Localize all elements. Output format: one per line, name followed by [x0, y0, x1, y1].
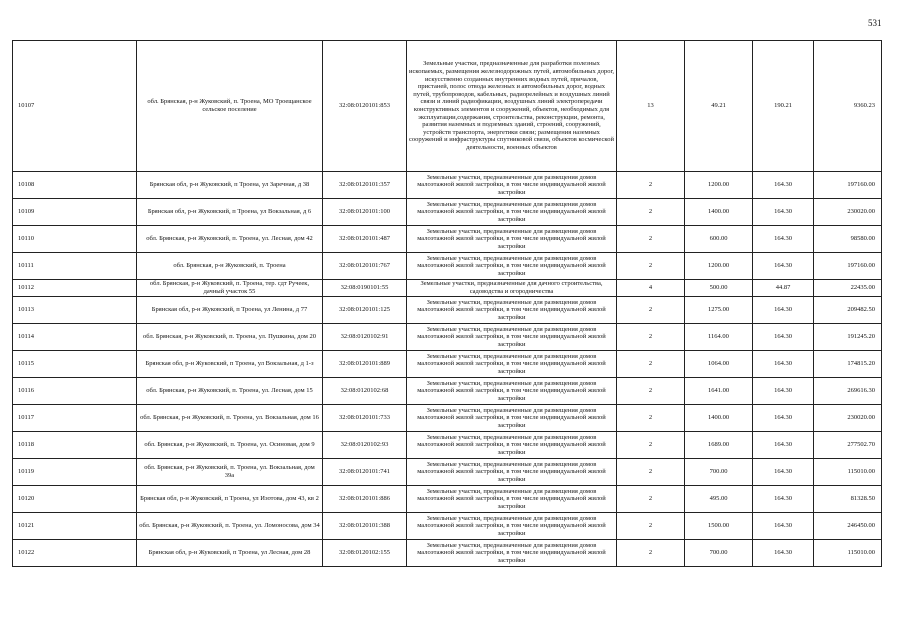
row-area: 1200.00	[685, 172, 753, 199]
row-area: 1400.00	[685, 199, 753, 226]
row-id: 10118	[13, 432, 137, 459]
row-specific-value: 44.87	[753, 280, 814, 297]
row-cadastral-value: 81328.50	[814, 486, 882, 513]
row-cadastral-number: 32:08:0120101:125	[323, 297, 407, 324]
row-group: 2	[617, 253, 685, 280]
row-id: 10108	[13, 172, 137, 199]
row-cadastral-number: 32:08:0120101:741	[323, 459, 407, 486]
row-specific-value: 164.30	[753, 513, 814, 540]
row-address: Брянская обл, р-н Жуковский, п Троена, ул Лесная, дом 28	[137, 540, 323, 567]
row-specific-value: 164.30	[753, 172, 814, 199]
row-area: 700.00	[685, 459, 753, 486]
row-land-purpose: Земельные участки, предназначенные для размещения домов малоэтажной жилой застройки, в том числе индивидуальной жилой застройки	[407, 459, 617, 486]
row-cadastral-number: 32:08:0120101:733	[323, 405, 407, 432]
row-cadastral-number: 32:08:0120101:100	[323, 199, 407, 226]
row-cadastral-value: 277502.70	[814, 432, 882, 459]
row-cadastral-number: 32:08:0120102:91	[323, 324, 407, 351]
row-cadastral-value: 230020.00	[814, 199, 882, 226]
row-address: обл. Брянская, р-н Жуковский, п. Троена	[137, 253, 323, 280]
row-cadastral-value: 269616.30	[814, 378, 882, 405]
row-id: 10119	[13, 459, 137, 486]
row-address: обл. Брянская, р-н Жуковский, п. Троена, ул. Ломоносова, дом 34	[137, 513, 323, 540]
row-specific-value: 164.30	[753, 432, 814, 459]
row-id: 10110	[13, 226, 137, 253]
row-cadastral-value: 115010.00	[814, 540, 882, 567]
row-land-purpose: Земельные участки, предназначенные для размещения домов малоэтажной жилой застройки, в том числе индивидуальной жилой застройки	[407, 351, 617, 378]
row-specific-value: 164.30	[753, 199, 814, 226]
row-id: 10115	[13, 351, 137, 378]
table-row	[13, 432, 882, 459]
row-id: 10122	[13, 540, 137, 567]
row-land-purpose: Земельные участки, предназначенные для дачного строительства, садоводства и огородничества	[407, 280, 617, 297]
row-cadastral-value: 174815.20	[814, 351, 882, 378]
row-cadastral-number: 32:08:0120102:93	[323, 432, 407, 459]
row-group: 2	[617, 226, 685, 253]
row-land-purpose: Земельные участки, предназначенные для размещения домов малоэтажной жилой застройки, в том числе индивидуальной жилой застройки	[407, 253, 617, 280]
table-row	[13, 378, 882, 405]
row-address: обл. Брянская, р-н Жуковский, п. Троена, ул. Вокзальная, дом 39а	[137, 459, 323, 486]
row-address: обл. Брянская, р-н Жуковский, п. Троена, ул. Лесная, дом 15	[137, 378, 323, 405]
row-area: 49.21	[685, 41, 753, 172]
row-cadastral-number: 32:08:0120102:68	[323, 378, 407, 405]
row-address: обл. Брянская, р-н Жуковский, п. Троена, ул. Осиновая, дом 9	[137, 432, 323, 459]
row-area: 600.00	[685, 226, 753, 253]
row-area: 700.00	[685, 540, 753, 567]
row-cadastral-number: 32:08:0120101:889	[323, 351, 407, 378]
row-specific-value: 164.30	[753, 351, 814, 378]
row-area: 1275.00	[685, 297, 753, 324]
table-row	[13, 459, 882, 486]
row-specific-value: 164.30	[753, 226, 814, 253]
table-row	[13, 297, 882, 324]
row-area: 500.00	[685, 280, 753, 297]
row-cadastral-value: 22435.00	[814, 280, 882, 297]
cadastral-value-table	[12, 40, 882, 567]
row-address: обл. Брянская, р-н Жуковский, п. Троена, ул. Пушкина, дом 20	[137, 324, 323, 351]
row-specific-value: 164.30	[753, 378, 814, 405]
row-cadastral-value: 246450.00	[814, 513, 882, 540]
row-address: Брянская обл, р-н Жуковский, п Троена, ул Вокзальная, д 1-з	[137, 351, 323, 378]
row-cadastral-value: 191245.20	[814, 324, 882, 351]
page-number: 531	[868, 18, 882, 28]
row-land-purpose: Земельные участки, предназначенные для размещения домов малоэтажной жилой застройки, в том числе индивидуальной жилой застройки	[407, 172, 617, 199]
row-group: 2	[617, 540, 685, 567]
table-row	[13, 280, 882, 297]
row-id: 10111	[13, 253, 137, 280]
table-row	[13, 199, 882, 226]
row-group: 2	[617, 405, 685, 432]
row-specific-value: 164.30	[753, 540, 814, 567]
table-row	[13, 486, 882, 513]
row-land-purpose: Земельные участки, предназначенные для размещения домов малоэтажной жилой застройки, в том числе индивидуальной жилой застройки	[407, 324, 617, 351]
row-area: 1064.00	[685, 351, 753, 378]
row-address: обл. Брянская, р-н Жуковский, п. Троена, тер. сдт Ручеек, дачный участок 55	[137, 280, 323, 297]
row-id: 10116	[13, 378, 137, 405]
row-group: 13	[617, 41, 685, 172]
row-id: 10121	[13, 513, 137, 540]
row-specific-value: 164.30	[753, 253, 814, 280]
table-row	[13, 405, 882, 432]
row-specific-value: 164.30	[753, 486, 814, 513]
row-cadastral-value: 98580.00	[814, 226, 882, 253]
row-area: 1689.00	[685, 432, 753, 459]
table-row	[13, 513, 882, 540]
row-area: 1500.00	[685, 513, 753, 540]
table-row	[13, 351, 882, 378]
row-specific-value: 190.21	[753, 41, 814, 172]
row-specific-value: 164.30	[753, 459, 814, 486]
row-group: 4	[617, 280, 685, 297]
row-group: 2	[617, 172, 685, 199]
table-row	[13, 226, 882, 253]
row-cadastral-number: 32:08:0120101:357	[323, 172, 407, 199]
row-land-purpose: Земельные участки, предназначенные для размещения домов малоэтажной жилой застройки, в том числе индивидуальной жилой застройки	[407, 297, 617, 324]
row-cadastral-value: 197160.00	[814, 253, 882, 280]
row-area: 495.00	[685, 486, 753, 513]
row-address: обл. Брянская, р-н Жуковский, п. Троена, ул. Лесная, дом 42	[137, 226, 323, 253]
row-id: 10107	[13, 41, 137, 172]
row-id: 10113	[13, 297, 137, 324]
row-cadastral-number: 32:08:0120102:155	[323, 540, 407, 567]
row-land-purpose: Земельные участки, предназначенные для размещения домов малоэтажной жилой застройки, в том числе индивидуальной жилой застройки	[407, 486, 617, 513]
row-address: Брянская обл, р-н Жуковский, п Троена, ул Ленина, д 77	[137, 297, 323, 324]
row-land-purpose: Земельные участки, предназначенные для размещения домов малоэтажной жилой застройки, в том числе индивидуальной жилой застройки	[407, 540, 617, 567]
row-address: Брянская обл, р-н Жуковский, п Троена, ул Изотова, дом 43, кв 2	[137, 486, 323, 513]
row-specific-value: 164.30	[753, 297, 814, 324]
table-body	[13, 41, 882, 567]
table-row	[13, 41, 882, 172]
row-group: 2	[617, 378, 685, 405]
row-cadastral-value: 197160.00	[814, 172, 882, 199]
row-group: 2	[617, 513, 685, 540]
row-specific-value: 164.30	[753, 324, 814, 351]
row-address: Брянская обл, р-н Жуковский, п Троена, ул Заречная, д 38	[137, 172, 323, 199]
row-cadastral-number: 32:08:0120101:886	[323, 486, 407, 513]
row-cadastral-value: 115010.00	[814, 459, 882, 486]
row-cadastral-value: 230020.00	[814, 405, 882, 432]
row-group: 2	[617, 297, 685, 324]
row-land-purpose: Земельные участки, предназначенные для разработки полезных ископаемых, размещения железнодорожных путей, автомобильных дорог, искусственно созданных внутренних водных путей, причалов, пристаней, полос отвода железных и автомобильных дорог, водных путей, трубопроводов, кабельных, радиорелейных и воздушных линий связи и линий радиофикации, воздушных линий электропередачи конструктивных элементов и сооружений, объектов, необходимых для эксплуатации,содержания, строительства, реконструкции, ремонта, развития наземных и подземных зданий, строений, сооружений, устройств транспорта, энергетики связи; размещения наземных сооружений и инфраструктуры спутниковой связи, объектов космической деятельности, военных объектов	[407, 41, 617, 172]
row-area: 1200.00	[685, 253, 753, 280]
table-row	[13, 172, 882, 199]
row-id: 10112	[13, 280, 137, 297]
row-group: 2	[617, 432, 685, 459]
row-area: 1400.00	[685, 405, 753, 432]
row-address: обл. Брянская, р-н Жуковский, п. Троена, МО Троещанское сельское поселение	[137, 41, 323, 172]
row-land-purpose: Земельные участки, предназначенные для размещения домов малоэтажной жилой застройки, в том числе индивидуальной жилой застройки	[407, 405, 617, 432]
row-cadastral-number: 32:08:0120101:853	[323, 41, 407, 172]
row-group: 2	[617, 351, 685, 378]
row-cadastral-number: 32:08:0120101:388	[323, 513, 407, 540]
row-area: 1164.00	[685, 324, 753, 351]
row-area: 1641.00	[685, 378, 753, 405]
row-cadastral-number: 32:08:0190101:55	[323, 280, 407, 297]
row-group: 2	[617, 199, 685, 226]
row-id: 10114	[13, 324, 137, 351]
row-address: Брянская обл, р-н Жуковский, п Троена, ул Вокзальная, д 6	[137, 199, 323, 226]
row-land-purpose: Земельные участки, предназначенные для размещения домов малоэтажной жилой застройки, в том числе индивидуальной жилой застройки	[407, 513, 617, 540]
row-cadastral-number: 32:08:0120101:487	[323, 226, 407, 253]
row-land-purpose: Земельные участки, предназначенные для размещения домов малоэтажной жилой застройки, в том числе индивидуальной жилой застройки	[407, 226, 617, 253]
row-group: 2	[617, 324, 685, 351]
row-group: 2	[617, 486, 685, 513]
row-address: обл. Брянская, р-н Жуковский, п. Троена, ул. Вокзальная, дом 16	[137, 405, 323, 432]
row-land-purpose: Земельные участки, предназначенные для размещения домов малоэтажной жилой застройки, в том числе индивидуальной жилой застройки	[407, 432, 617, 459]
row-cadastral-number: 32:08:0120101:767	[323, 253, 407, 280]
row-id: 10117	[13, 405, 137, 432]
row-cadastral-value: 209482.50	[814, 297, 882, 324]
row-id: 10120	[13, 486, 137, 513]
row-specific-value: 164.30	[753, 405, 814, 432]
table-row	[13, 540, 882, 567]
table-row	[13, 253, 882, 280]
table-row	[13, 324, 882, 351]
row-group: 2	[617, 459, 685, 486]
row-land-purpose: Земельные участки, предназначенные для размещения домов малоэтажной жилой застройки, в том числе индивидуальной жилой застройки	[407, 199, 617, 226]
row-id: 10109	[13, 199, 137, 226]
row-cadastral-value: 9360.23	[814, 41, 882, 172]
row-land-purpose: Земельные участки, предназначенные для размещения домов малоэтажной жилой застройки, в том числе индивидуальной жилой застройки	[407, 378, 617, 405]
